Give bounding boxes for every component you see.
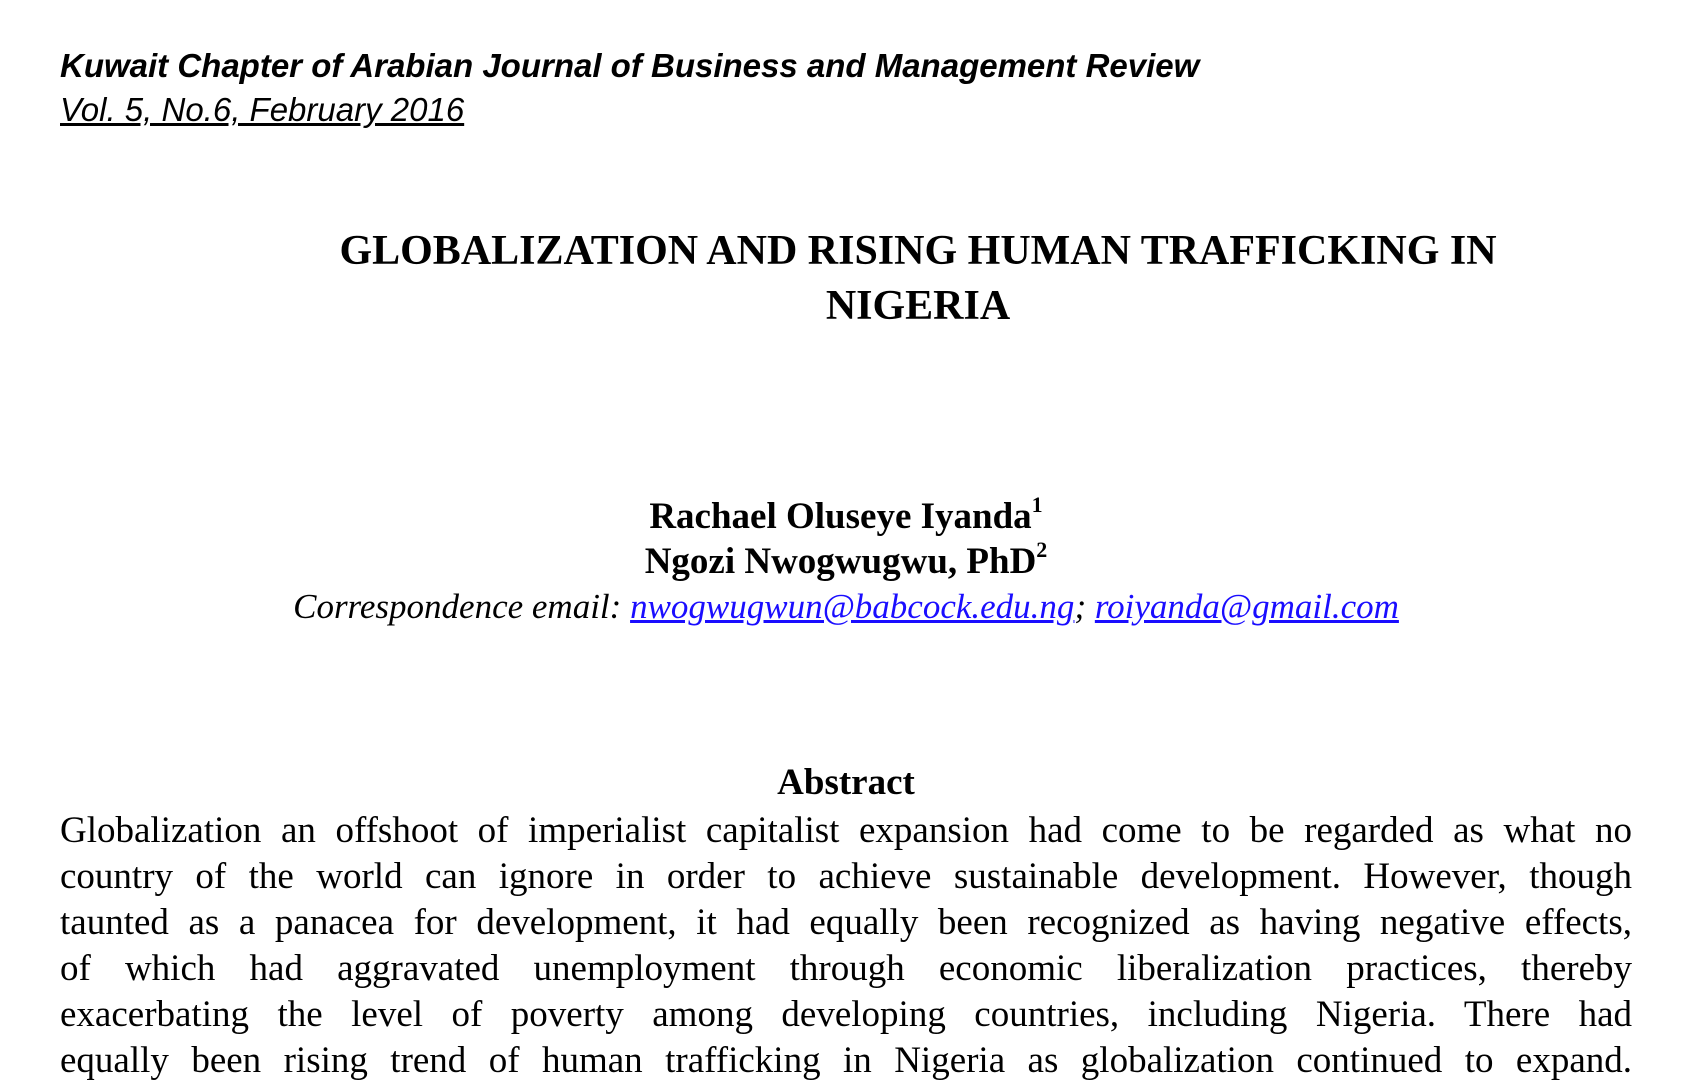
email-separator: ; [1074,587,1095,626]
abstract-line: of which had aggravated unemployment through economic liberalization practices, thereby [60,948,1632,989]
author-block [60,494,1632,630]
abstract-body [60,808,1632,1084]
author-2 [60,539,1632,584]
email-link-2[interactable]: roiyanda@gmail.com [1094,587,1399,626]
paper-title-line: NIGERIA [825,283,1011,329]
author-name: Rachael Oluseye Iyanda [649,496,1032,537]
abstract-line: equally been rising trend of human trafficking in Nigeria as globalization continued to expand. [60,1040,1632,1081]
abstract-line: exacerbating the level of poverty among developing countries, including Nigeria. There had [60,994,1632,1035]
abstract-line: Globalization an offshoot of imperialist capitalist expansion had come to be regarded as what no [60,810,1632,851]
abstract-line: taunted as a panacea for development, it had equally been recognized as having negative effects, [60,902,1632,943]
journal-header [60,44,1199,132]
journal-issue: Vol. 5, No.6, February 2016 [60,91,465,128]
email-link-1[interactable]: nwogwugwun@babcock.edu.ng [630,587,1075,626]
affiliation-mark: 1 [1031,492,1043,517]
correspondence-label: Correspondence email: [293,587,631,626]
journal-name: Kuwait Chapter of Arabian Journal of Business and Management Review [60,47,1200,84]
paper-title [190,224,1646,334]
affiliation-mark: 2 [1036,537,1048,562]
abstract-line: country of the world can ignore in order to achieve sustainable development. However, though [60,856,1632,897]
correspondence-line [60,584,1632,630]
author-1 [60,494,1632,539]
abstract-heading: Abstract [777,762,915,803]
author-name: Ngozi Nwogwugwu, PhD [644,541,1037,582]
paper-title-line: GLOBALIZATION AND RISING HUMAN TRAFFICKING IN [339,228,1497,274]
